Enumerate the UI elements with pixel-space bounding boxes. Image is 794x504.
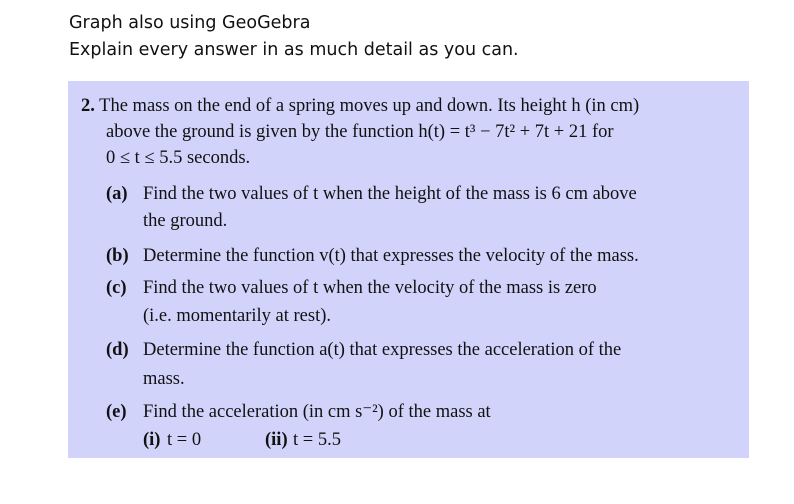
problem-stem-line-3: 0 ≤ t ≤ 5.5 seconds.: [106, 148, 251, 168]
part-e-text-1: Find the acceleration (in cm s⁻²) of the mass at: [143, 402, 491, 422]
part-d-label: (d): [106, 340, 129, 360]
subpart-ii-text: t = 5.5: [293, 430, 341, 450]
instruction-line-2: Explain every answer in as much detail as you can.: [69, 40, 519, 60]
part-b-text-1: Determine the function v(t) that expresses the velocity of the mass.: [143, 246, 639, 266]
problem-box: [68, 81, 749, 458]
part-c-line-2: (i.e. momentarily at rest).: [143, 306, 332, 326]
part-e-label: (e): [106, 402, 127, 422]
part-e-line-1: [106, 399, 491, 425]
part-d-line-1: [106, 337, 621, 363]
part-d-line-2: mass.: [143, 369, 185, 389]
subpart-i-label: (i): [143, 430, 161, 450]
subpart-i: [143, 427, 201, 453]
instruction-line-1: Graph also using GeoGebra: [69, 13, 311, 33]
part-a-text-1: Find the two values of t when the height of the mass is 6 cm above: [143, 184, 637, 204]
part-d-text-1: Determine the function a(t) that expresses the acceleration of the: [143, 340, 622, 360]
part-a-line-1: [106, 181, 637, 207]
subpart-ii: [265, 427, 341, 453]
subpart-ii-label: (ii): [265, 430, 288, 450]
part-a-label: (a): [106, 184, 128, 204]
part-c-text-1: Find the two values of t when the velocity of the mass is zero: [143, 278, 597, 298]
subpart-i-text: t = 0: [167, 430, 202, 450]
problem-stem-line-2: above the ground is given by the function h(t) = t³ − 7t² + 7t + 21 for: [106, 122, 614, 142]
problem-stem-text-1: The mass on the end of a spring moves up and down. Its height h (in cm): [99, 96, 640, 116]
part-a-line-2: the ground.: [143, 211, 228, 231]
problem-number: 2.: [81, 96, 95, 116]
part-b-line-1: [106, 243, 639, 269]
part-b-label: (b): [106, 246, 129, 266]
part-c-label: (c): [106, 278, 127, 298]
part-c-line-1: [106, 275, 597, 301]
instructions: [69, 10, 519, 64]
problem-stem-line-1: [81, 93, 639, 119]
